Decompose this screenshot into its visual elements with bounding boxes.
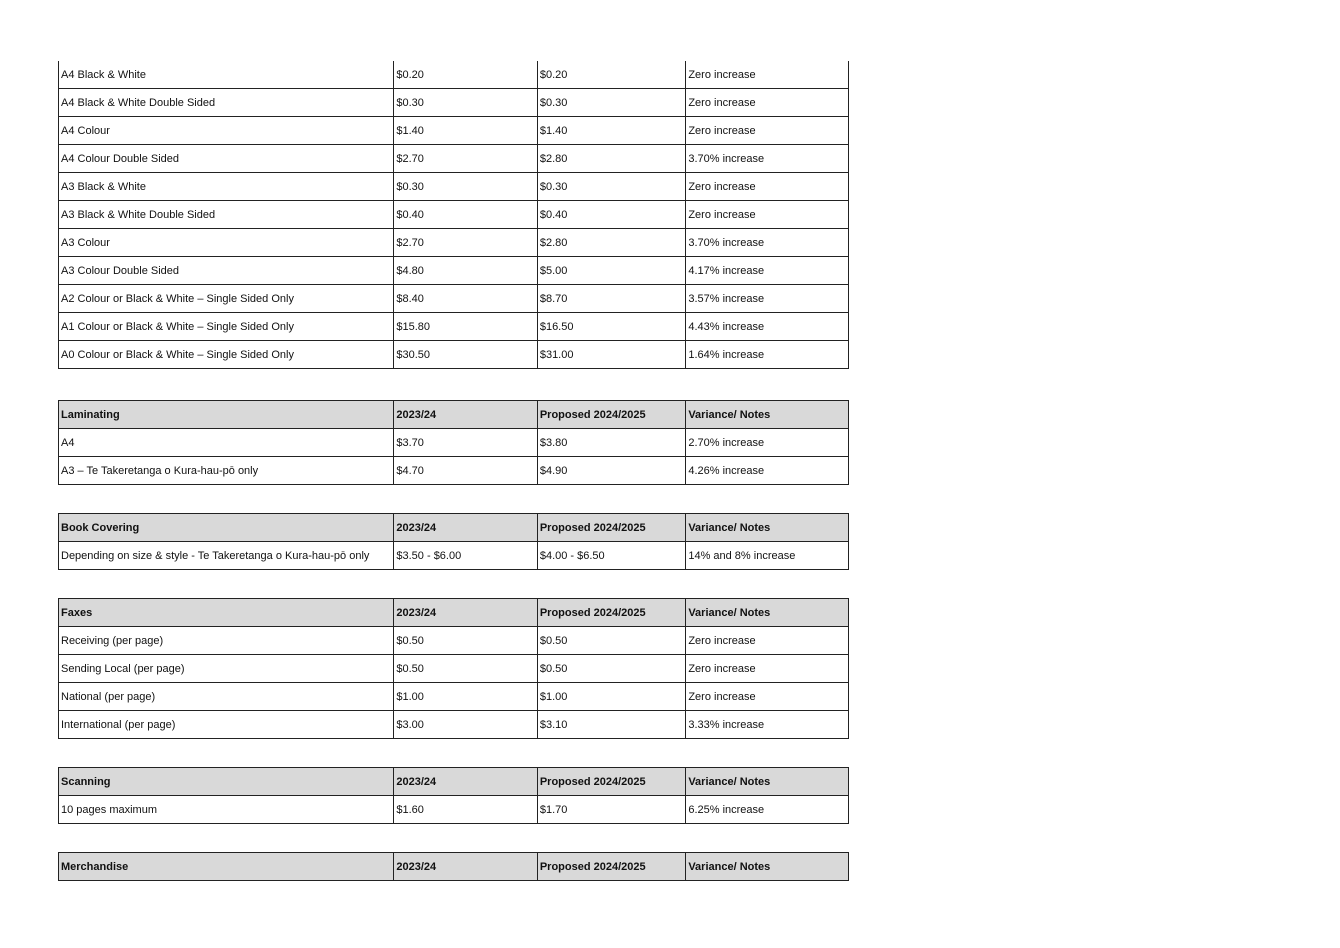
cell-2023-price: $3.00 bbox=[394, 711, 537, 739]
cell-2024-price: $1.70 bbox=[537, 796, 686, 824]
photocopying-table bbox=[58, 61, 849, 369]
cell-2023-price: $8.40 bbox=[394, 285, 537, 313]
cell-item: National (per page) bbox=[59, 683, 394, 711]
cell-variance-note: 3.33% increase bbox=[686, 711, 849, 739]
cell-2023-price: $15.80 bbox=[394, 313, 537, 341]
cell-item: A4 Black & White bbox=[59, 61, 394, 89]
table-row bbox=[59, 257, 849, 285]
table-row bbox=[59, 145, 849, 173]
cell-item: 10 pages maximum bbox=[59, 796, 394, 824]
cell-variance-note: Zero increase bbox=[686, 655, 849, 683]
cell-2024-price: $8.70 bbox=[537, 285, 686, 313]
cell-variance-note: 2.70% increase bbox=[686, 429, 849, 457]
photocopying-rows bbox=[59, 61, 849, 369]
cell-2024-price: $2.80 bbox=[537, 145, 686, 173]
cell-variance-note: Zero increase bbox=[686, 117, 849, 145]
cell-2023-price: $0.30 bbox=[394, 89, 537, 117]
header-notes: Variance/ Notes bbox=[686, 401, 849, 429]
cell-2023-price: $1.60 bbox=[394, 796, 537, 824]
cell-item: A3 Colour Double Sided bbox=[59, 257, 394, 285]
header-2023: 2023/24 bbox=[394, 401, 537, 429]
table-row bbox=[59, 61, 849, 89]
table-row bbox=[59, 542, 849, 570]
table-row bbox=[59, 429, 849, 457]
cell-2024-price: $2.80 bbox=[537, 229, 686, 257]
table-row bbox=[59, 285, 849, 313]
cell-item: A4 Black & White Double Sided bbox=[59, 89, 394, 117]
cell-variance-note: 3.70% increase bbox=[686, 145, 849, 173]
laminating-table bbox=[58, 400, 849, 485]
cell-2024-price: $3.80 bbox=[537, 429, 686, 457]
cell-2023-price: $3.70 bbox=[394, 429, 537, 457]
table-row bbox=[59, 173, 849, 201]
cell-item: A3 – Te Takeretanga o Kura-hau-pō only bbox=[59, 457, 394, 485]
cell-2023-price: $2.70 bbox=[394, 229, 537, 257]
faxes-rows bbox=[59, 627, 849, 739]
cell-variance-note: 4.17% increase bbox=[686, 257, 849, 285]
table-row bbox=[59, 89, 849, 117]
cell-2024-price: $0.40 bbox=[537, 201, 686, 229]
table-row bbox=[59, 683, 849, 711]
cell-2023-price: $0.40 bbox=[394, 201, 537, 229]
header-2024: Proposed 2024/2025 bbox=[537, 599, 686, 627]
header-item: Faxes bbox=[59, 599, 394, 627]
cell-2023-price: $2.70 bbox=[394, 145, 537, 173]
header-item: Laminating bbox=[59, 401, 394, 429]
cell-2024-price: $0.50 bbox=[537, 655, 686, 683]
cell-variance-note: 6.25% increase bbox=[686, 796, 849, 824]
header-item: Merchandise bbox=[59, 853, 394, 881]
header-2023: 2023/24 bbox=[394, 853, 537, 881]
book-covering-rows bbox=[59, 542, 849, 570]
cell-variance-note: 4.26% increase bbox=[686, 457, 849, 485]
table-row bbox=[59, 655, 849, 683]
cell-2024-price: $1.40 bbox=[537, 117, 686, 145]
cell-2024-price: $3.10 bbox=[537, 711, 686, 739]
cell-2023-price: $1.40 bbox=[394, 117, 537, 145]
cell-2023-price: $0.30 bbox=[394, 173, 537, 201]
cell-2024-price: $0.30 bbox=[537, 173, 686, 201]
table-header-row bbox=[59, 599, 849, 627]
header-item: Scanning bbox=[59, 768, 394, 796]
table-header-row bbox=[59, 401, 849, 429]
cell-item: Receiving (per page) bbox=[59, 627, 394, 655]
cell-2024-price: $4.90 bbox=[537, 457, 686, 485]
cell-item: A2 Colour or Black & White – Single Sided Only bbox=[59, 285, 394, 313]
cell-item: A1 Colour or Black & White – Single Sided Only bbox=[59, 313, 394, 341]
header-notes: Variance/ Notes bbox=[686, 768, 849, 796]
cell-variance-note: 3.70% increase bbox=[686, 229, 849, 257]
cell-2023-price: $0.50 bbox=[394, 655, 537, 683]
cell-2023-price: $0.50 bbox=[394, 627, 537, 655]
table-row bbox=[59, 313, 849, 341]
cell-item: A4 bbox=[59, 429, 394, 457]
table-header-row bbox=[59, 514, 849, 542]
laminating-rows bbox=[59, 429, 849, 485]
cell-variance-note: 1.64% increase bbox=[686, 341, 849, 369]
cell-2023-price: $1.00 bbox=[394, 683, 537, 711]
table-row bbox=[59, 711, 849, 739]
cell-item: A4 Colour Double Sided bbox=[59, 145, 394, 173]
cell-2024-price: $16.50 bbox=[537, 313, 686, 341]
cell-2024-price: $0.20 bbox=[537, 61, 686, 89]
cell-2024-price: $4.00 - $6.50 bbox=[537, 542, 686, 570]
header-2023: 2023/24 bbox=[394, 599, 537, 627]
cell-variance-note: Zero increase bbox=[686, 683, 849, 711]
cell-2024-price: $5.00 bbox=[537, 257, 686, 285]
table-row bbox=[59, 627, 849, 655]
cell-variance-note: 4.43% increase bbox=[686, 313, 849, 341]
book-covering-table bbox=[58, 513, 849, 570]
cell-2024-price: $0.50 bbox=[537, 627, 686, 655]
merchandise-table bbox=[58, 852, 849, 881]
scanning-rows bbox=[59, 796, 849, 824]
faxes-table bbox=[58, 598, 849, 739]
table-header-row bbox=[59, 768, 849, 796]
cell-2023-price: $4.80 bbox=[394, 257, 537, 285]
cell-item: Sending Local (per page) bbox=[59, 655, 394, 683]
cell-item: A4 Colour bbox=[59, 117, 394, 145]
cell-2023-price: $4.70 bbox=[394, 457, 537, 485]
table-row bbox=[59, 201, 849, 229]
header-2023: 2023/24 bbox=[394, 768, 537, 796]
cell-variance-note: 14% and 8% increase bbox=[686, 542, 849, 570]
cell-2023-price: $3.50 - $6.00 bbox=[394, 542, 537, 570]
cell-variance-note: Zero increase bbox=[686, 201, 849, 229]
header-2024: Proposed 2024/2025 bbox=[537, 768, 686, 796]
header-item: Book Covering bbox=[59, 514, 394, 542]
cell-variance-note: Zero increase bbox=[686, 89, 849, 117]
cell-item: A0 Colour or Black & White – Single Sided Only bbox=[59, 341, 394, 369]
header-2024: Proposed 2024/2025 bbox=[537, 853, 686, 881]
cell-variance-note: Zero increase bbox=[686, 61, 849, 89]
cell-item: A3 Colour bbox=[59, 229, 394, 257]
header-2024: Proposed 2024/2025 bbox=[537, 401, 686, 429]
table-row bbox=[59, 117, 849, 145]
table-row bbox=[59, 457, 849, 485]
header-2024: Proposed 2024/2025 bbox=[537, 514, 686, 542]
cell-2024-price: $1.00 bbox=[537, 683, 686, 711]
cell-item: International (per page) bbox=[59, 711, 394, 739]
cell-2023-price: $30.50 bbox=[394, 341, 537, 369]
cell-2023-price: $0.20 bbox=[394, 61, 537, 89]
cell-item: A3 Black & White Double Sided bbox=[59, 201, 394, 229]
cell-item: Depending on size & style - Te Takeretanga o Kura-hau-pō only bbox=[59, 542, 394, 570]
cell-item: A3 Black & White bbox=[59, 173, 394, 201]
table-row bbox=[59, 341, 849, 369]
cell-variance-note: Zero increase bbox=[686, 627, 849, 655]
table-row bbox=[59, 229, 849, 257]
table-row bbox=[59, 796, 849, 824]
cell-variance-note: 3.57% increase bbox=[686, 285, 849, 313]
scanning-table bbox=[58, 767, 849, 824]
cell-2024-price: $31.00 bbox=[537, 341, 686, 369]
header-notes: Variance/ Notes bbox=[686, 599, 849, 627]
table-header-row bbox=[59, 853, 849, 881]
cell-variance-note: Zero increase bbox=[686, 173, 849, 201]
header-notes: Variance/ Notes bbox=[686, 514, 849, 542]
cell-2024-price: $0.30 bbox=[537, 89, 686, 117]
header-2023: 2023/24 bbox=[394, 514, 537, 542]
header-notes: Variance/ Notes bbox=[686, 853, 849, 881]
